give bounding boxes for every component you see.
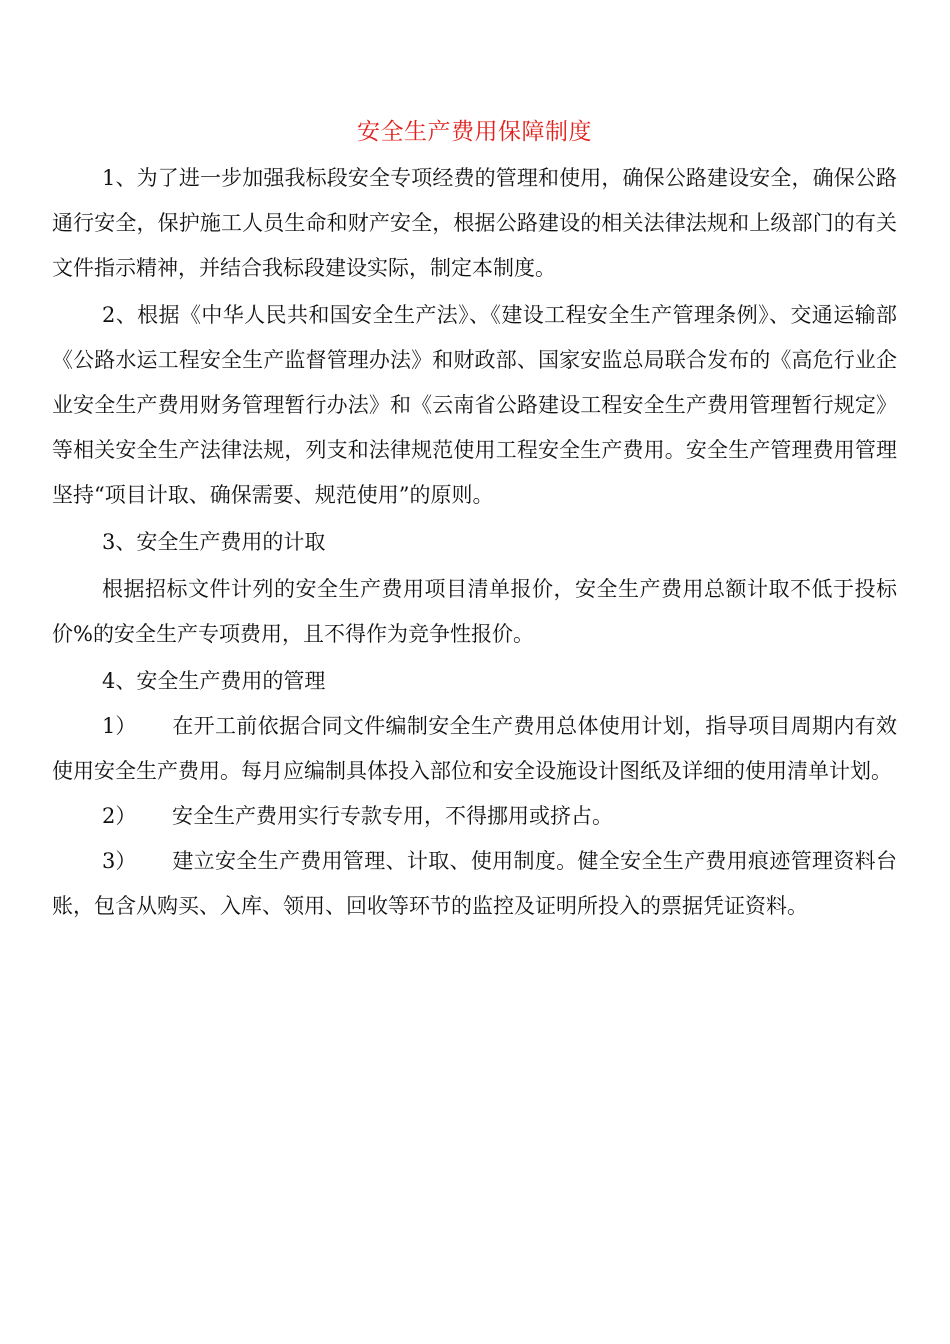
list-item bbox=[52, 794, 897, 839]
paragraph-calculation: 根据招标文件计列的安全生产费用项目清单报价，安全生产费用总额计取不低于投标价%的安全生产专项费用，且不得作为竞争性报价。 bbox=[52, 577, 897, 646]
list-item-text: 在开工前依据合同文件编制安全生产费用总体使用计划，指导项目周期内有效使用安全生产费用。每月应编制具体投入部位和安全设施设计图纸及详细的使用清单计划。 bbox=[52, 714, 897, 783]
list-item-text: 建立安全生产费用管理、计取、使用制度。健全安全生产费用痕迹管理资料台账，包含从购买、入库、领用、回收等环节的监控及证明所投入的票据凭证资料。 bbox=[52, 849, 897, 918]
list-item-number: 1） bbox=[102, 714, 137, 738]
document-body bbox=[52, 112, 897, 929]
list-item-text: 安全生产费用实行专款专用，不得挪用或挤占。 bbox=[172, 804, 613, 828]
list-item bbox=[52, 704, 897, 794]
list-item-number: 3） bbox=[102, 849, 137, 873]
section-heading-management: 4、安全生产费用的管理 bbox=[102, 669, 326, 693]
paragraph-purpose: 1、为了进一步加强我标段安全专项经费的管理和使用，确保公路建设安全，确保公路通行安全，保护施工人员生命和财产安全，根据公路建设的相关法律法规和上级部门的有关文件指示精神，并结合我标段建设实际，制定本制度。 bbox=[52, 166, 897, 280]
section-heading-calculation: 3、安全生产费用的计取 bbox=[102, 530, 326, 554]
list-item-number: 2） bbox=[102, 804, 137, 828]
paragraph-legal-basis: 2、根据《中华人民共和国安全生产法》、《建设工程安全生产管理条例》、交通运输部《公路水运工程安全生产监督管理办法》和财政部、国家安监总局联合发布的《高危行业企业安全生产费用财务管理暂行办法》和《云南省公路建设工程安全生产费用管理暂行规定》等相关安全生产法律法规，列支和法律规范使用工程安全生产费用。安全生产管理费用管理坚持“项目计取、确保需要、规范使用”的原则。 bbox=[52, 303, 897, 507]
document-title: 安全生产费用保障制度 bbox=[357, 119, 592, 145]
list-item bbox=[52, 839, 897, 929]
